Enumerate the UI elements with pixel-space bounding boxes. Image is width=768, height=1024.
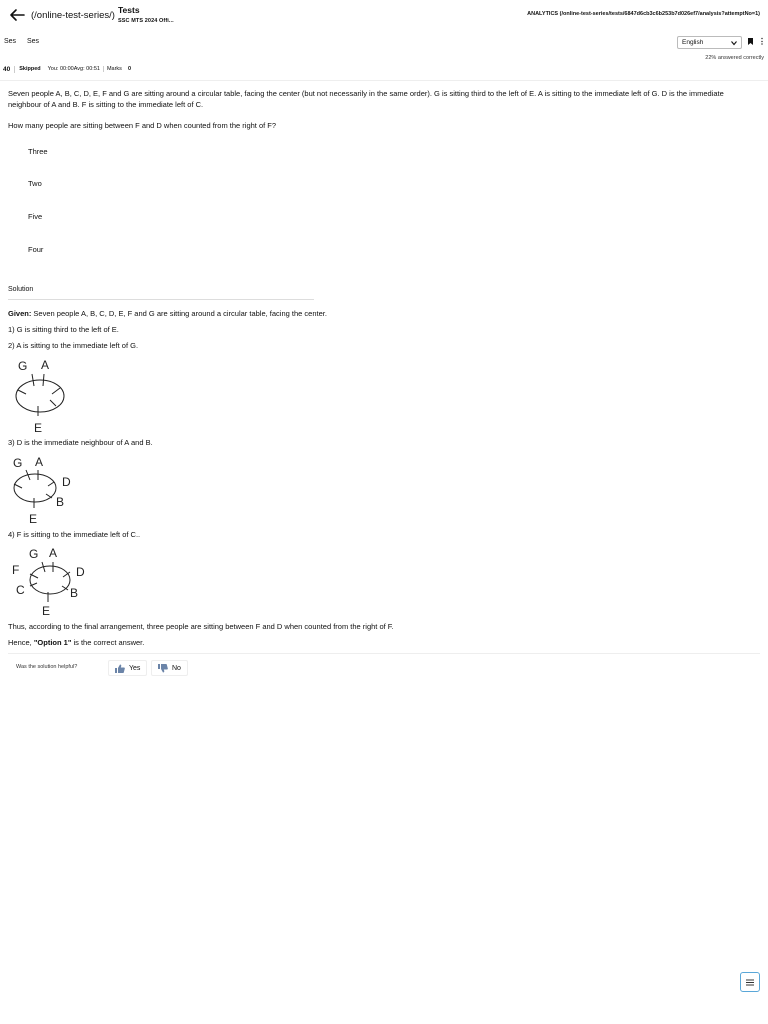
divider [0, 80, 768, 81]
hence-suffix: is the correct answer. [71, 638, 145, 647]
thumbs-up-icon [115, 664, 125, 673]
fig3-label-c: C [16, 583, 25, 597]
solution-divider [8, 299, 314, 300]
time-stats: You: 00:00Avg: 00:51 [45, 66, 104, 72]
fig2-label-d: D [62, 475, 71, 489]
divider [8, 653, 760, 654]
solution-conclusion: Thus, according to the final arrangement, three people are sitting between F and D when counted from the right of F. [8, 622, 394, 631]
no-label: No [172, 664, 181, 672]
section-row [0, 36, 768, 52]
solution-step-4: 4) F is sitting to the immediate left of C.. [8, 530, 141, 539]
fig3-label-e: E [42, 604, 51, 618]
fig2-label-b: B [56, 495, 65, 509]
floating-menu-button[interactable] [740, 972, 760, 992]
language-select[interactable] [677, 36, 742, 49]
option-3[interactable]: Five [28, 212, 43, 221]
fig3-label-b: B [70, 586, 79, 600]
option-1[interactable]: Three [28, 147, 48, 156]
seating-diagram-3 [8, 544, 92, 618]
section-tab-1[interactable]: Ses [4, 38, 17, 45]
bookmark-icon[interactable] [748, 38, 753, 45]
hence-prefix: Hence, [8, 638, 34, 647]
fig3-label-f: F [12, 563, 20, 577]
fig2-label-e: E [29, 512, 38, 526]
thumbs-down-icon [158, 664, 168, 673]
seating-diagram-1 [8, 356, 78, 436]
test-name: SSC MTS 2024 Offi... [118, 18, 174, 24]
solution-step-2: 2) A is sitting to the immediate left of G. [8, 341, 139, 350]
solution-step-1: 1) G is sitting third to the left of E. [8, 325, 119, 334]
question-stats [0, 63, 131, 75]
breadcrumb-link[interactable]: (/online-test-series/) [31, 10, 115, 21]
seating-diagram-2 [8, 452, 78, 526]
option-2[interactable]: Two [28, 179, 42, 188]
given-text: Seven people A, B, C, D, E, F and G are sitting around a circular table, facing the center. [31, 309, 327, 318]
option-4[interactable]: Four [28, 245, 44, 254]
section-tab-2[interactable]: Ses [27, 38, 40, 45]
language-selected: English [682, 39, 704, 46]
fig3-label-d: D [76, 565, 85, 579]
title-block [118, 5, 174, 24]
answered-correctly: 22% answered correctly [705, 55, 764, 61]
fig1-label-a: A [41, 358, 50, 372]
yes-button[interactable] [108, 660, 147, 676]
list-icon [746, 979, 754, 986]
fig1-label-g: G [18, 359, 28, 373]
fig3-label-g: G [29, 547, 39, 561]
solution-step-3: 3) D is the immediate neighbour of A and B. [8, 438, 153, 447]
back-arrow-icon[interactable] [8, 7, 26, 23]
solution-heading: Solution [8, 286, 34, 293]
page-title: Tests [118, 5, 140, 15]
feedback-question: Was the solution helpful? [16, 664, 78, 670]
more-options-icon[interactable]: ⋮ [758, 37, 766, 46]
yes-label: Yes [129, 664, 141, 672]
chevron-down-icon [731, 40, 737, 46]
solution-given [8, 309, 327, 318]
question-number: 40 [0, 66, 15, 73]
analytics-link[interactable]: ANALYTICS (/online-test-series/tests/6847d6cb3c6b253b7d026ef7/analysis?attemptNo=1) [527, 11, 760, 17]
question-text: Seven people A, B, C, D, E, F and G are sitting around a circular table, facing the center (but not necessarily in the same order). G is sitting third to the left of E. A is sitting to the immediate left of G. D is the immediate neighbour of A and B. F is sitting to the immediate left of C. [8, 89, 724, 109]
top-bar [0, 0, 768, 30]
fig1-label-e: E [34, 421, 43, 435]
correct-option: "Option 1" [33, 638, 72, 647]
fig3-label-a: A [49, 546, 58, 560]
fig2-label-a: A [35, 455, 44, 469]
marks-value: 0 [127, 66, 131, 72]
marks-label: Marks [106, 66, 122, 72]
question-prompt: How many people are sitting between F and D when counted from the right of F? [8, 121, 277, 130]
no-button[interactable] [151, 660, 188, 676]
solution-answer [8, 638, 144, 647]
given-label: Given: [8, 309, 32, 318]
fig2-label-g: G [13, 456, 23, 470]
status-badge: Skipped [19, 66, 41, 72]
